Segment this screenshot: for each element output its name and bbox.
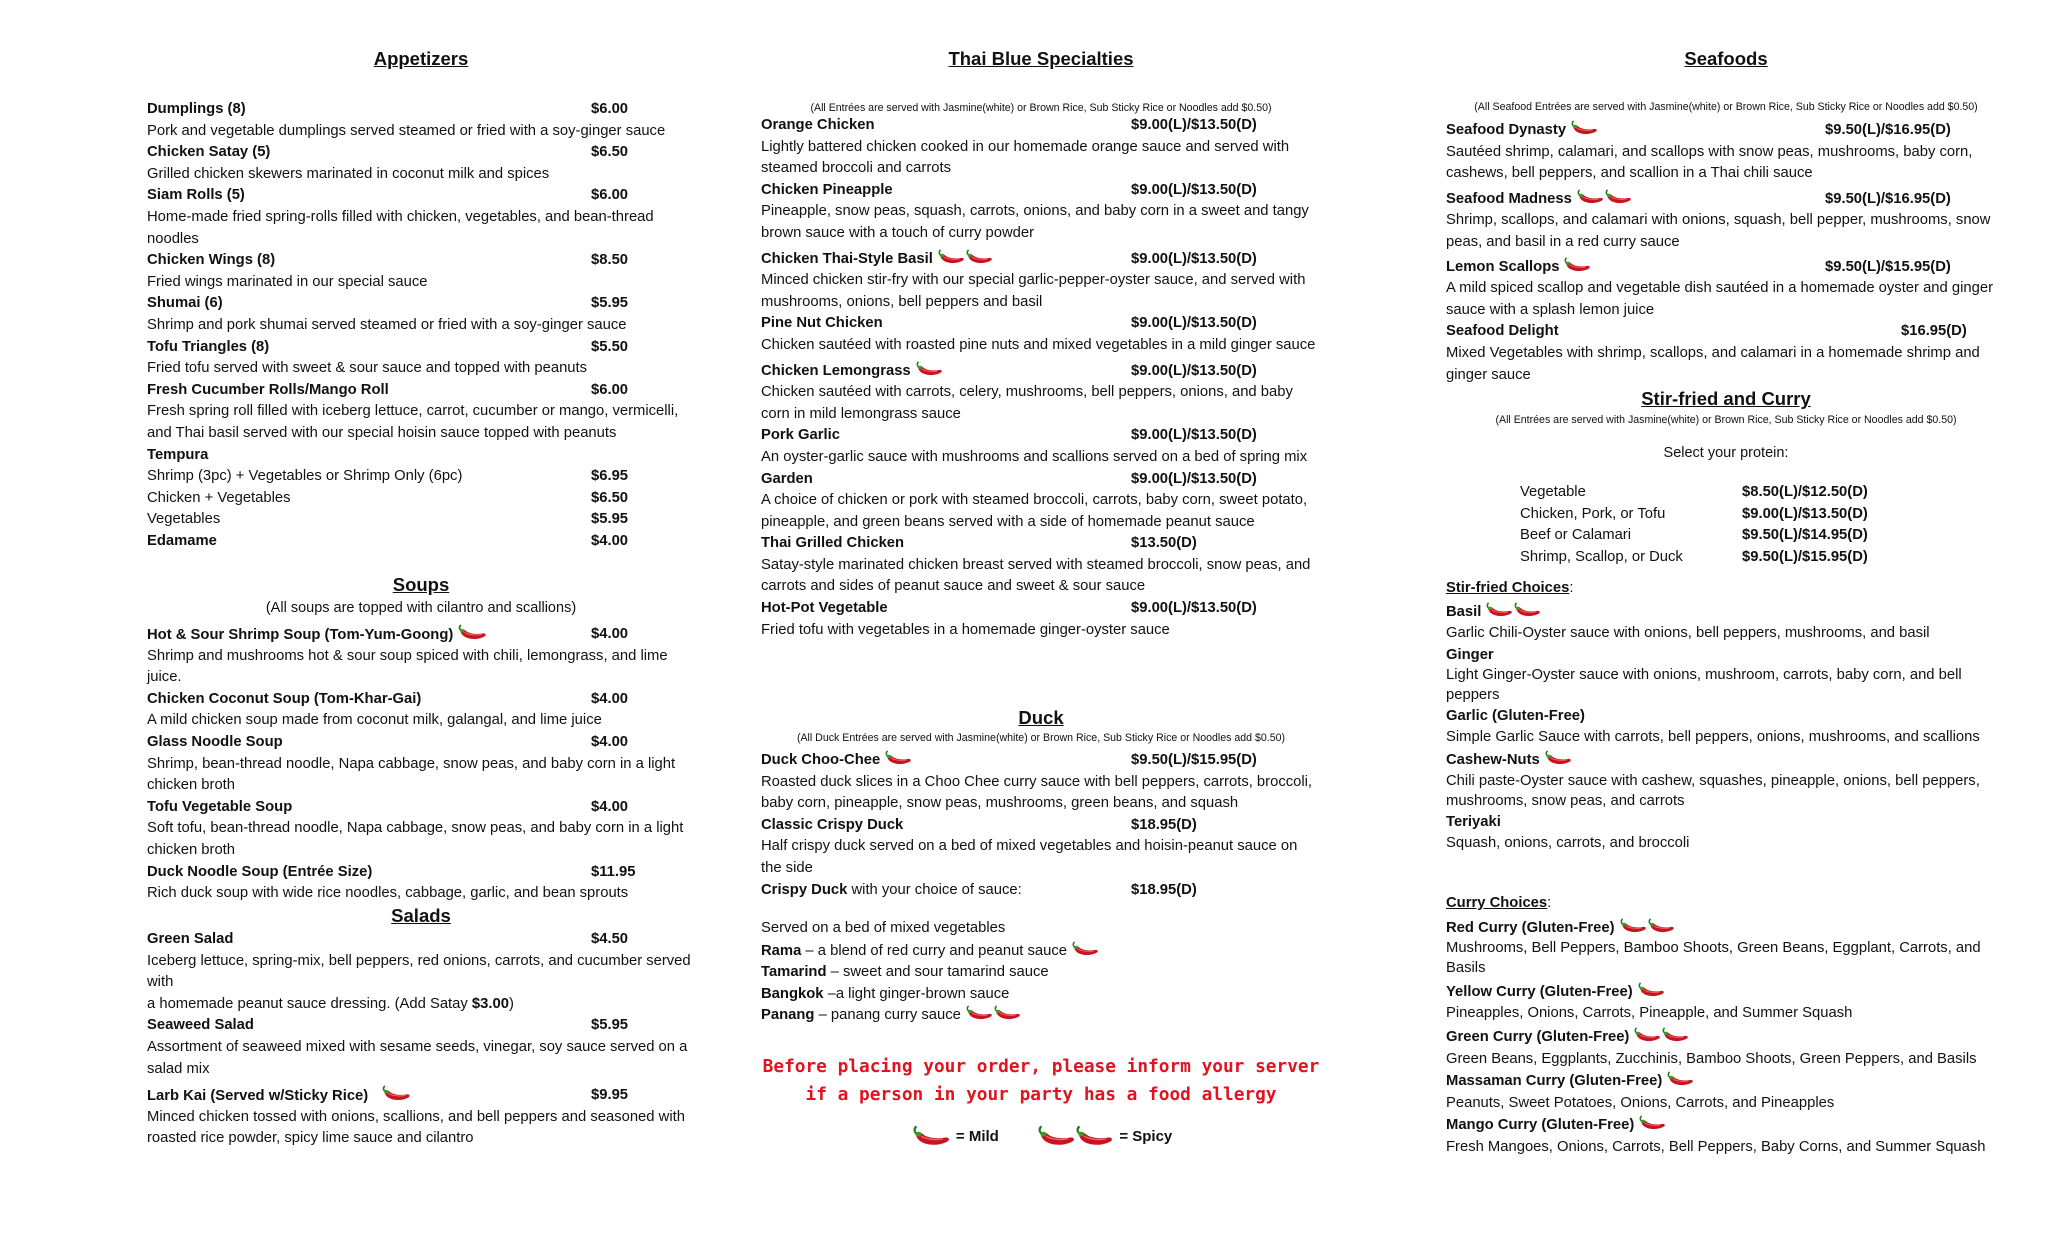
spicy-chili-icon <box>1484 602 1542 619</box>
sauce-item: Rama – a blend of red curry and peanut sauce <box>761 941 1321 963</box>
item-name: Seafood Madness <box>1446 190 1572 207</box>
menu-item <box>1446 189 2006 254</box>
item-name: Seafood Dynasty <box>1446 122 1567 138</box>
item-name: Garden <box>761 470 813 487</box>
curry-item <box>1446 1027 2006 1070</box>
menu-item <box>147 929 695 1015</box>
mild-chili-icon <box>883 750 913 767</box>
specialties-list <box>761 115 1321 641</box>
item-name: Pork Garlic <box>761 427 840 444</box>
item-name: Basil <box>1446 603 1482 620</box>
item-description: Fresh spring roll filled with iceberg lettuce, carrot, cucumber or mango, vermicelli, <box>147 403 679 420</box>
specialties-note: (All Entrées are served with Jasmine(white) or Brown Rice, Sub Sticky Rice or Noodles add $0.50) <box>810 102 1272 114</box>
item-name: Chicken Wings (8) <box>147 252 276 269</box>
item-price: $6.00 <box>591 381 629 398</box>
item-description: Mushrooms, Bell Peppers, Bamboo Shoots, Green Beans, Eggplant, Carrots, and Basils <box>1446 940 1981 976</box>
item-name: Ginger <box>1446 646 1494 663</box>
item-price: $8.50 <box>591 252 629 269</box>
duck-sauces <box>761 918 1321 1027</box>
item-description: Sautéed shrimp, calamari, and scallops with snow peas, mushrooms, baby corn, cashews, bell peppers, and scallion in a Thai chili sauce <box>1446 143 1973 182</box>
item-price: $9.00(L)/$13.50(D) <box>1131 427 1257 444</box>
allergy-notice: Before placing your order, please inform your server if a person in your party has a food allergy <box>762 1056 1320 1105</box>
item-name: Teriyaki <box>1446 813 1501 830</box>
item-name: Chicken Thai-Style Basil <box>761 250 933 267</box>
item-price: $18.95(D) <box>1131 816 1197 833</box>
menu-item <box>147 1015 695 1080</box>
item-description: Chicken sautéed with carrots, celery, mushrooms, bell peppers, onions, and baby corn in mild lemongrass sauce <box>761 384 1293 422</box>
soups-note: (All soups are topped with cilantro and scallions) <box>265 600 577 616</box>
protein-row: Beef or Calamari $9.50(L)/$14.95(D) <box>1520 527 1868 544</box>
item-description: Pork and vegetable dumplings served steamed or fried with a soy-ginger sauce <box>147 122 666 139</box>
salads-title: Salads <box>391 905 451 926</box>
curry-item <box>1446 918 2006 979</box>
item-description: Shrimp, scallops, and calamari with onions, squash, bell pepper, mushrooms, snow peas, and basil in a red curry sauce <box>1446 212 1991 250</box>
menu-item <box>147 732 695 797</box>
item-description: Peanuts, Sweet Potatoes, Onions, Carrots, and Pineapples <box>1446 1094 1835 1111</box>
item-price: $4.00 <box>591 532 629 549</box>
seafoods-note: (All Seafood Entrées are served with Jasmine(white) or Brown Rice, Sub Sticky Rice or Noodles add $0.50) <box>1474 101 1978 113</box>
item-price: $4.00 <box>591 626 629 642</box>
item-price: $9.00(L)/$13.50(D) <box>1131 315 1257 332</box>
menu-item-tempura <box>147 445 695 531</box>
menu-item <box>761 180 1321 245</box>
item-name: Tempura <box>147 446 209 463</box>
curry-heading: Curry Choices: <box>1446 895 1552 911</box>
item-description: Assortment of seaweed mixed with sesame seeds, vinegar, soy sauce served on a salad mix <box>147 1038 688 1077</box>
menu-item <box>147 689 695 732</box>
item-description: Roasted duck slices in a Choo Chee curry sauce with bell peppers, carrots, broccoli, baby corn, pineapple, snow peas, mushrooms, green beans, and squash <box>761 773 1313 812</box>
item-description: Fried wings marinated in our special sauce <box>147 273 428 290</box>
item-name: Seaweed Salad <box>147 1017 254 1034</box>
item-name: Mango Curry (Gluten-Free) <box>1446 1117 1635 1134</box>
item-description: Garlic Chili-Oyster sauce with onions, bell peppers, mushrooms, and basil <box>1446 625 1930 642</box>
item-price: $9.50(L)/$15.95(D) <box>1131 752 1257 768</box>
item-description: Green Beans, Eggplants, Zucchinis, Bamboo Shoots, Green Peppers, and Basils <box>1446 1050 1977 1067</box>
item-name: Green Curry (Gluten-Free) <box>1446 1028 1630 1045</box>
sauce-item: Panang – panang curry sauce <box>761 1005 1321 1027</box>
menu-item <box>147 142 695 185</box>
mild-chili-icon <box>914 361 944 378</box>
item-price: $9.50(L)/$15.95(D) <box>1825 258 1951 275</box>
item-price: $11.95 <box>591 863 636 880</box>
item-name: Chicken Pineapple <box>761 181 893 198</box>
duck-title: Duck <box>1018 707 1064 728</box>
item-description: Grilled chicken skewers marinated in coconut milk and spices <box>147 165 550 182</box>
stirfried-choices <box>1446 578 2006 855</box>
spicy-chili-icon <box>1035 1128 1115 1145</box>
menu-item <box>147 380 695 445</box>
protein-row: Chicken, Pork, or Tofu $9.00(L)/$13.50(D) <box>1520 505 1868 522</box>
seafoods-list <box>1446 120 2006 386</box>
spicy-chili-icon <box>964 1005 1022 1022</box>
menu-item-crispy-duck <box>761 880 1321 902</box>
item-description: A mild chicken soup made from coconut milk, galangal, and lime juice <box>147 712 602 729</box>
item-name: Seafood Delight <box>1446 323 1559 340</box>
mild-chili-icon <box>1637 1115 1667 1132</box>
item-description: Shrimp, bean-thread noodle, Napa cabbage, snow peas, and baby corn in a light chicken broth <box>147 755 676 794</box>
menu-item <box>761 425 1321 468</box>
item-description: Fried tofu with vegetables in a homemade ginger-oyster sauce <box>761 621 1170 638</box>
mild-chili-icon <box>380 1085 412 1103</box>
item-description: Fresh Mangoes, Onions, Carrots, Bell Peppers, Baby Corns, and Summer Squash <box>1446 1138 1986 1155</box>
item-description: Rich duck soup with wide rice noodles, cabbage, garlic, and bean sprouts <box>147 885 629 902</box>
item-price: $5.95 <box>591 295 629 312</box>
item-price: $13.50(D) <box>1131 535 1197 552</box>
item-name: Garlic (Gluten-Free) <box>1446 707 1585 724</box>
item-name: Tofu Vegetable Soup <box>147 798 293 815</box>
mild-chili-icon <box>456 624 488 642</box>
specialties-title: Thai Blue Specialties <box>948 48 1134 69</box>
item-price: $16.95(D) <box>1901 323 1967 340</box>
menu-item <box>761 750 1321 815</box>
item-price: $5.50 <box>591 338 629 355</box>
protein-row: Shrimp, Scallop, or Duck $9.50(L)/$15.95(D) <box>1520 548 1868 565</box>
mild-chili-icon <box>1543 750 1573 767</box>
choice-item <box>1446 645 2006 706</box>
menu-item <box>761 313 1321 356</box>
item-description: An oyster-garlic sauce with mushrooms and scallions served on a bed of spring mix <box>761 448 1308 465</box>
item-description: Fried tofu served with sweet & sour sauce and topped with peanuts <box>147 360 588 377</box>
tempura-option: Chicken + Vegetables <box>147 489 291 506</box>
spicy-chili-icon <box>1618 918 1676 935</box>
sauce-item: Tamarind – sweet and sour tamarind sauce <box>761 964 1049 981</box>
item-description: Half crispy duck served on a bed of mixed vegetables and hoisin-peanut sauce on the side <box>761 838 1298 876</box>
item-price: $9.00(L)/$13.50(D) <box>1131 117 1257 133</box>
tempura-option: Vegetables <box>147 511 221 528</box>
duck-note: (All Duck Entrées are served with Jasmine(white) or Brown Rice, Sub Sticky Rice or Noodles add $0.50) <box>796 732 1286 744</box>
duck-list <box>761 750 1321 901</box>
item-description: Minced chicken stir-fry with our special garlic-pepper-oyster sauce, and served with mushrooms, onions, bell peppers and basil <box>761 272 1306 310</box>
item-description: Lightly battered chicken cooked in our homemade orange sauce and served with steamed broccoli and carrots <box>761 138 1290 177</box>
item-name: Classic Crispy Duck <box>761 816 904 833</box>
item-name: Hot-Pot Vegetable <box>761 600 888 617</box>
item-description: Shrimp and mushrooms hot & sour soup spiced with chili, lemongrass, and lime juice. <box>147 647 668 686</box>
item-name: Tofu Triangles (8) <box>147 338 270 355</box>
item-description: Simple Garlic Sauce with carrots, bell peppers, onions, mushrooms, and scallions <box>1446 728 1980 745</box>
menu-item <box>147 624 695 689</box>
item-name: Chicken Satay (5) <box>147 144 271 161</box>
soups-list <box>147 624 695 905</box>
item-price: $6.50 <box>591 144 629 161</box>
sauce-item: Bangkok –a light ginger-brown sauce <box>761 985 1010 1002</box>
item-name: Edamame <box>147 532 217 549</box>
item-price: $4.00 <box>591 798 629 815</box>
item-name: Cashew-Nuts <box>1446 752 1540 769</box>
item-description-cont: a homemade peanut sauce dressing. (Add Satay $3.00) <box>147 995 514 1012</box>
menu-item <box>761 533 1321 598</box>
item-name: Thai Grilled Chicken <box>761 535 905 552</box>
item-name: Shumai (6) <box>147 295 223 312</box>
spice-legend <box>761 1125 1321 1149</box>
item-price: $9.00(L)/$13.50(D) <box>1131 600 1257 617</box>
choice-item <box>1446 706 2006 747</box>
appetizers-list <box>147 99 695 552</box>
legend-spicy: = Spicy <box>1119 1128 1173 1146</box>
item-price: $18.95(D) <box>1131 881 1197 898</box>
item-name: Siam Rolls (5) <box>147 187 245 204</box>
spicy-chili-icon <box>936 249 994 266</box>
item-description: Soft tofu, bean-thread noodle, Napa cabbage, snow peas, and baby corn in a light chicken broth <box>147 820 684 858</box>
salads-list <box>147 929 695 1150</box>
menu-item <box>147 293 695 336</box>
item-name: Red Curry (Gluten-Free) <box>1446 919 1615 936</box>
satay-addon-price: $3.00 <box>471 995 509 1012</box>
mild-chili-icon <box>1562 257 1592 274</box>
item-name: Hot & Sour Shrimp Soup (Tom-Yum-Goong) <box>147 627 454 643</box>
item-name: Chicken Lemongrass <box>761 362 911 379</box>
menu-item <box>147 250 695 293</box>
item-description: Minced chicken tossed with onions, scallions, and bell peppers and seasoned with roasted rice powder, spicy lime sauce and cilantro <box>147 1108 685 1147</box>
protein-table <box>1520 482 1920 568</box>
menu-item <box>147 1085 695 1150</box>
item-name: Dumplings (8) <box>147 101 246 117</box>
item-name: Duck Choo-Chee <box>761 752 881 768</box>
item-name: Yellow Curry (Gluten-Free) <box>1446 983 1633 1000</box>
item-name: Pine Nut Chicken <box>761 315 883 332</box>
item-name: Green Salad <box>147 931 234 947</box>
item-description: Satay-style marinated chicken breast served with steamed broccoli, snow peas, and carrots and sides of peanut sauce and sweet & sour sauce <box>761 556 1311 595</box>
menu-item <box>761 249 1321 314</box>
item-name: Massaman Curry (Gluten-Free) <box>1446 1073 1663 1090</box>
item-description: A choice of chicken or pork with steamed broccoli, carrots, baby corn, sweet potato, pineapple, and green beans served with a side of homemade peanut sauce <box>761 492 1308 530</box>
item-price: $6.00 <box>591 187 629 204</box>
item-description-cont: and Thai basil served with our special hoisin sauce topped with peanuts <box>147 424 617 441</box>
item-price: $6.00 <box>591 101 629 117</box>
item-description: Home-made fried spring-rolls filled with chicken, vegetables, and bean-thread noodles <box>147 208 654 247</box>
spicy-chili-icon <box>1575 189 1633 206</box>
item-price: $9.00(L)/$13.50(D) <box>1131 181 1257 198</box>
stirfried-note: (All Entrées are served with Jasmine(white) or Brown Rice, Sub Sticky Rice or Noodles add $0.50) <box>1495 414 1957 426</box>
item-description: Iceberg lettuce, spring-mix, bell peppers, red onions, carrots, and cucumber served with <box>147 952 691 991</box>
item-price: $9.00(L)/$13.50(D) <box>1131 362 1257 379</box>
item-name: Glass Noodle Soup <box>147 733 283 750</box>
item-name: Larb Kai (Served w/Sticky Rice) <box>147 1088 369 1105</box>
choices-heading: Stir-fried Choices: <box>1446 580 1574 596</box>
item-description: Pineapple, snow peas, squash, carrots, onions, and baby corn in a sweet and tangy brown sauce with a touch of curry powder <box>761 203 1309 241</box>
protein-row: Vegetable $8.50(L)/$12.50(D) <box>1520 484 1868 500</box>
menu-item <box>761 598 1321 641</box>
item-price: $5.95 <box>591 1017 629 1034</box>
item-name: Fresh Cucumber Rolls/Mango Roll <box>147 381 389 398</box>
mild-chili-icon <box>1636 982 1666 999</box>
item-price: $4.00 <box>591 733 629 750</box>
curry-choices <box>1446 893 2006 1159</box>
item-price: $9.50(L)/$16.95(D) <box>1825 122 1951 138</box>
item-description: Light Ginger-Oyster sauce with onions, mushroom, carrots, baby corn, and bell peppers <box>1446 667 1962 704</box>
item-price: $9.50(L)/$16.95(D) <box>1825 190 1951 207</box>
menu-item <box>147 531 695 553</box>
mild-chili-icon <box>1070 941 1100 958</box>
item-price: $6.50 <box>591 489 629 506</box>
item-price: $5.95 <box>591 511 629 528</box>
item-name: Crispy Duck <box>761 881 848 898</box>
seafoods-title: Seafoods <box>1684 48 1768 69</box>
choice-item <box>1446 602 2006 645</box>
spicy-chili-icon <box>1632 1027 1690 1044</box>
item-name: Lemon Scallops <box>1446 258 1560 275</box>
item-description: Mixed Vegetables with shrimp, scallops, and calamari in a homemade shrimp and ginger sauce <box>1446 344 1980 383</box>
menu-item <box>147 862 695 905</box>
menu-item <box>1446 321 2006 386</box>
item-price: $9.00(L)/$13.50(D) <box>1131 470 1257 487</box>
menu-item <box>761 815 1321 880</box>
menu-item <box>761 115 1321 180</box>
menu-item <box>147 99 695 142</box>
item-name: Orange Chicken <box>761 117 875 133</box>
appetizers-title: Appetizers <box>373 48 469 69</box>
mild-chili-icon <box>910 1128 952 1145</box>
item-name: Chicken Coconut Soup (Tom-Khar-Gai) <box>147 690 422 707</box>
menu-item <box>1446 120 2006 185</box>
menu-item <box>761 469 1321 534</box>
tempura-option: Shrimp (3pc) + Vegetables or Shrimp Only (6pc) <box>147 468 463 485</box>
item-description: Squash, onions, carrots, and broccoli <box>1446 835 1690 852</box>
item-name: Duck Noodle Soup (Entrée Size) <box>147 863 373 880</box>
item-description: A mild spiced scallop and vegetable dish sautéed in a homemade oyster and ginger sauce with a splash lemon juice <box>1446 280 1994 318</box>
curry-item <box>1446 1071 2006 1114</box>
menu-item <box>147 797 695 862</box>
menu-item <box>1446 257 2006 322</box>
curry-item <box>1446 1115 2006 1158</box>
soups-title: Soups <box>392 574 450 595</box>
item-price: $4.50 <box>591 931 629 947</box>
menu-item <box>147 185 695 250</box>
menu-item <box>147 337 695 380</box>
item-price: $4.00 <box>591 690 629 707</box>
item-description: Shrimp and pork shumai served steamed or fried with a soy-ginger sauce <box>147 316 627 333</box>
served-note: Served on a bed of mixed vegetables <box>761 920 1006 936</box>
mild-chili-icon <box>1665 1071 1695 1088</box>
menu-item <box>761 361 1321 426</box>
mild-chili-icon <box>1569 120 1599 137</box>
item-price: $9.00(L)/$13.50(D) <box>1131 250 1257 267</box>
item-price: $9.95 <box>591 1087 629 1104</box>
item-description: Pineapples, Onions, Carrots, Pineapple, and Summer Squash <box>1446 1005 1853 1022</box>
item-description: Chicken sautéed with roasted pine nuts and mixed vegetables in a mild ginger sauce <box>761 336 1316 353</box>
stirfried-title: Stir-fried and Curry <box>1641 388 1811 409</box>
legend-mild: = Mild <box>955 1128 999 1146</box>
item-suffix: with your choice of sauce: <box>847 881 1022 898</box>
choice-item <box>1446 750 2006 811</box>
item-price: $6.95 <box>591 468 629 485</box>
curry-item <box>1446 982 2006 1025</box>
item-description: Chili paste-Oyster sauce with cashew, squashes, pineapple, onions, bell peppers, mushrooms, snow peas, and carrots <box>1446 772 1980 809</box>
choice-item <box>1446 812 2006 855</box>
protein-prompt: Select your protein: <box>1663 445 1789 461</box>
